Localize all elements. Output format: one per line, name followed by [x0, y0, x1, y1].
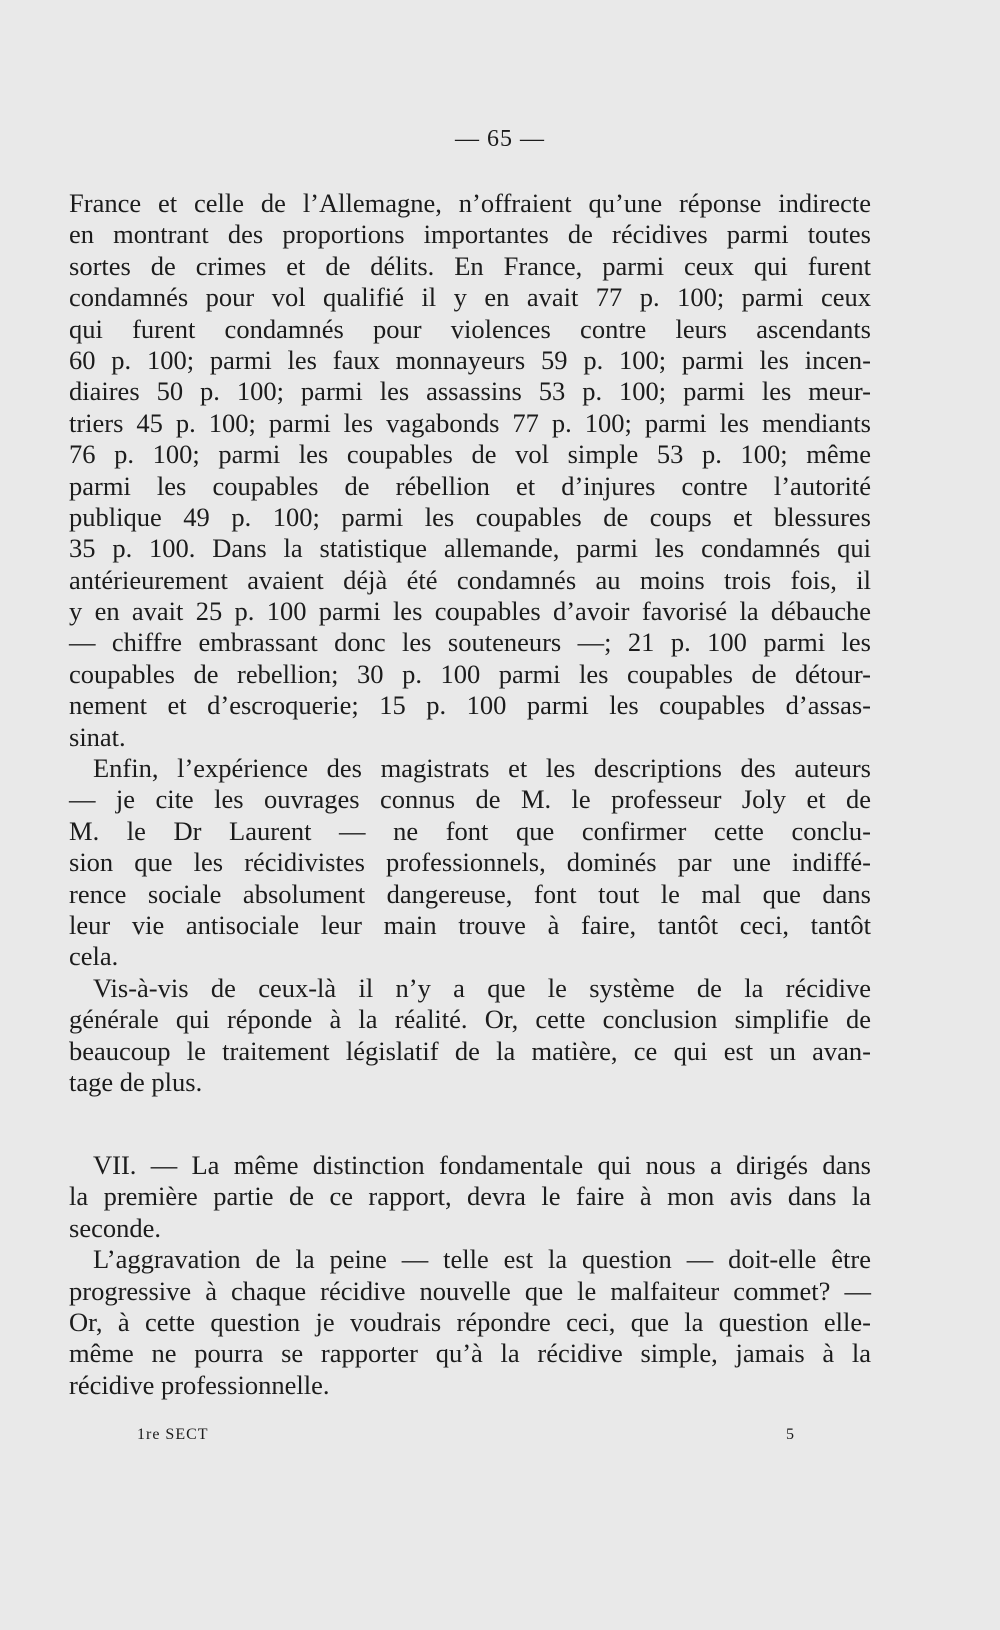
text-line: Or, à cette question je voudrais répondre ceci, que la question elle- [69, 1306, 871, 1337]
text-line: triers 45 p. 100; parmi les vagabonds 77 p. 100; parmi les mendiants [69, 407, 871, 438]
page-number-header: — 65 — [455, 126, 545, 152]
page-footer [0, 1426, 1000, 1452]
text-line: sortes de crimes et de délits. En France, parmi ceux qui furent [69, 250, 871, 281]
text-line: en montrant des proportions importantes de récidives parmi toutes [69, 219, 871, 250]
text-line: Enfin, l’expérience des magistrats et les descriptions des auteurs [93, 753, 871, 784]
text-line: L’aggravation de la peine — telle est la question — doit-elle être [93, 1244, 871, 1275]
text-line: Vis-à-vis de ceux-là il n’y a que le système de la récidive [93, 972, 871, 1003]
text-line: y en avait 25 p. 100 parmi les coupables d’avoir favorisé la débauche [69, 596, 871, 627]
text-line: publique 49 p. 100; parmi les coupables de coups et blessures [69, 501, 871, 532]
text-line: 76 p. 100; parmi les coupables de vol simple 53 p. 100; même [69, 439, 871, 470]
text-line: 60 p. 100; parmi les faux monnayeurs 59 p. 100; parmi les incen- [69, 344, 871, 375]
text-line: tage de plus. [69, 1066, 203, 1097]
text-line: même ne pourra se rapporter qu’à la récidive simple, jamais à la [69, 1338, 871, 1369]
text-block-upper [69, 188, 871, 1098]
text-line: sinat. [69, 721, 126, 752]
text-line: qui furent condamnés pour violences contre leurs ascendants [69, 313, 871, 344]
text-line: parmi les coupables de rébellion et d’injures contre l’autorité [69, 470, 871, 501]
text-line: beaucoup le traitement législatif de la matière, ce qui est un avan- [69, 1035, 871, 1066]
text-line: cela. [69, 941, 119, 972]
signature-mark: 5 [786, 1426, 794, 1443]
text-line: sion que les récidivistes professionnels, dominés par une indiffé- [69, 847, 871, 878]
text-line: la première partie de ce rapport, devra le faire à mon avis dans la [69, 1181, 871, 1212]
text-line: M. le Dr Laurent — ne font que confirmer cette conclu- [69, 815, 871, 846]
text-line: antérieurement avaient déjà été condamnés au moins trois fois, il [69, 564, 871, 595]
text-line: — je cite les ouvrages connus de M. le professeur Joly et de [69, 784, 871, 815]
section-mark: 1re SECT [137, 1426, 209, 1443]
text-line: nement et d’escroquerie; 15 p. 100 parmi les coupables d’assas- [69, 690, 871, 721]
text-line: générale qui réponde à la réalité. Or, cette conclusion simplifie de [69, 1004, 871, 1035]
text-line: — chiffre embrassant donc les souteneurs —; 21 p. 100 parmi les [69, 627, 871, 658]
text-line: leur vie antisociale leur main trouve à faire, tantôt ceci, tantôt [69, 909, 871, 940]
text-line: France et celle de l’Allemagne, n’offraient qu’une réponse indirecte [69, 188, 871, 218]
text-line: coupables de rebellion; 30 p. 100 parmi les coupables de détour- [69, 658, 871, 689]
text-block-lower [69, 1150, 871, 1401]
text-line: diaires 50 p. 100; parmi les assassins 53 p. 100; parmi les meur- [69, 376, 871, 407]
text-line: seconde. [69, 1212, 161, 1243]
text-line: récidive professionnelle. [69, 1369, 330, 1400]
text-line: rence sociale absolument dangereuse, font tout le mal que dans [69, 878, 871, 909]
text-line: VII. — La même distinction fondamentale qui nous a dirigés dans [93, 1150, 871, 1180]
text-line: progressive à chaque récidive nouvelle que le malfaiteur commet? — [69, 1275, 871, 1306]
text-line: 35 p. 100. Dans la statistique allemande, parmi les condamnés qui [69, 533, 871, 564]
text-line: condamnés pour vol qualifié il y en avait 77 p. 100; parmi ceux [69, 282, 871, 313]
